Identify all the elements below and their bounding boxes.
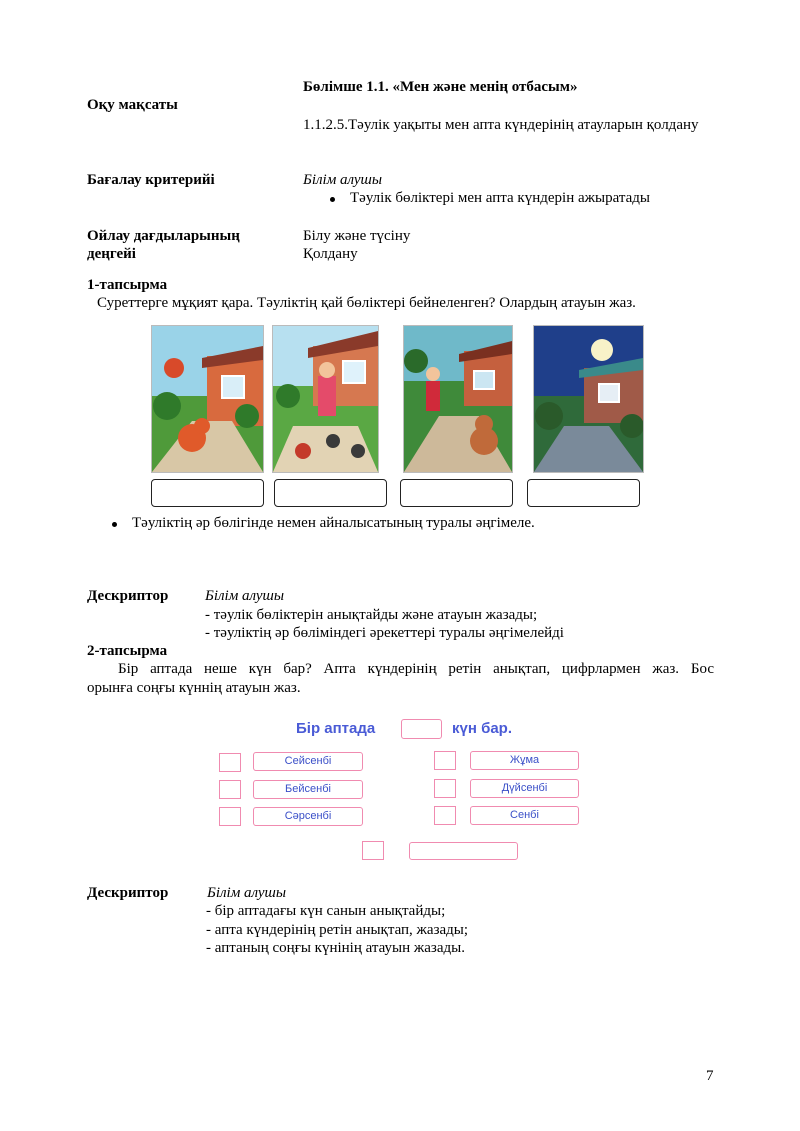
page-number: 7 — [706, 1068, 714, 1084]
task1-title: 1-тапсырма — [87, 277, 168, 293]
criteria-intro: Білім алушы — [303, 172, 383, 188]
week-count-box[interactable] — [401, 719, 442, 739]
day-scene-image — [272, 325, 379, 473]
descriptor2-intro: Білім алушы — [207, 885, 287, 901]
day-label: Сейсенбі — [253, 752, 363, 771]
criteria-label: Бағалау критерийі — [87, 172, 215, 188]
day-label: Бейсенбі — [253, 780, 363, 799]
day-order-box[interactable] — [219, 807, 241, 826]
descriptor2-item: - аптаның соңғы күнінің атауын жазады. — [206, 940, 465, 956]
morning-scene-image — [151, 325, 264, 473]
criteria-item: Тәулік бөліктері мен апта күндерін ажыратады — [350, 190, 650, 206]
day-label: Сенбі — [470, 806, 579, 825]
day-order-box[interactable] — [434, 806, 456, 825]
task1-instruction: Суреттерге мұқият қара. Тәуліктің қай бөліктері бейнеленген? Олардың атауын жаз. — [97, 295, 636, 311]
day-label: Дүйсенбі — [470, 779, 579, 798]
task2-instruction-line2: орынға соңғы күннің атауын жаз. — [87, 680, 301, 696]
learning-goal-content: 1.1.2.5.Тәулік уақыты мен апта күндерінің атауларын қолдану — [303, 117, 699, 133]
learning-goal-label: Оқу мақсаты — [87, 97, 178, 113]
last-day-order-box[interactable] — [362, 841, 384, 860]
day-label: Жұма — [470, 751, 579, 770]
descriptor1-label: Дескриптор — [87, 588, 169, 604]
thinking-label-line2: деңгейі — [87, 246, 136, 262]
last-day-name-input[interactable] — [409, 842, 518, 860]
day-label: Сәрсенбі — [253, 807, 363, 826]
answer-box-day[interactable] — [274, 479, 387, 507]
evening-scene-image — [403, 325, 513, 473]
night-scene-image — [533, 325, 644, 473]
answer-box-night[interactable] — [527, 479, 640, 507]
day-order-box[interactable] — [434, 751, 456, 770]
task2-title: 2-тапсырма — [87, 643, 168, 659]
bullet-icon — [112, 522, 117, 527]
bullet-icon — [330, 197, 335, 202]
answer-box-evening[interactable] — [400, 479, 513, 507]
thinking-value-1: Білу және түсіну — [303, 228, 411, 244]
thinking-value-2: Қолдану — [303, 246, 358, 262]
descriptor2-label: Дескриптор — [87, 885, 169, 901]
day-order-box[interactable] — [434, 779, 456, 798]
descriptor2-item: - бір аптадағы күн санын анықтайды; — [206, 903, 446, 919]
week-suffix: күн бар. — [452, 720, 513, 737]
section-title: Бөлімше 1.1. «Мен және менің отбасым» — [303, 79, 578, 95]
week-prefix: Бір аптада — [296, 720, 376, 737]
answer-box-morning[interactable] — [151, 479, 264, 507]
descriptor1-intro: Білім алушы — [205, 588, 285, 604]
task1-bullet: Тәуліктің әр бөлігінде немен айналысатының туралы әңгімеле. — [132, 515, 535, 531]
descriptor1-item: - тәуліктің әр бөліміндегі әрекеттері туралы әңгімелейді — [205, 625, 564, 641]
thinking-label-line1: Ойлау дағдыларының — [87, 228, 240, 244]
learning-goal-text — [303, 116, 714, 135]
descriptor1-item: - тәулік бөліктерін анықтайды және атауын жазады; — [205, 607, 538, 623]
descriptor2-item: - апта күндерінің ретін анықтап, жазады; — [206, 922, 469, 938]
task2-instruction-line1: Бір аптада неше күн бар? Апта күндерінің ретін анықтап, цифрлармен жаз. Бос — [118, 661, 714, 677]
day-order-box[interactable] — [219, 780, 241, 799]
day-order-box[interactable] — [219, 753, 241, 772]
